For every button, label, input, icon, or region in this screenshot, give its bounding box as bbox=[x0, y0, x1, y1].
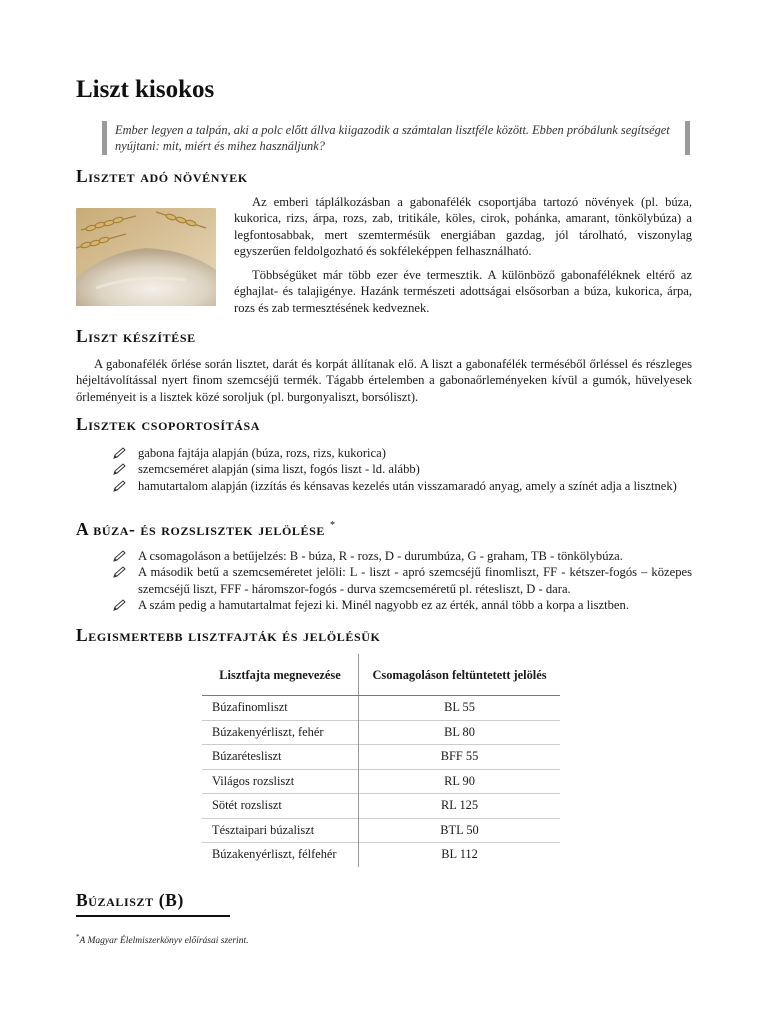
pencil-bullet-icon bbox=[112, 447, 126, 459]
flour-wheat-photo bbox=[76, 208, 216, 306]
footnote: *A Magyar Élelmiszerkönyv előírásai szerint. bbox=[76, 933, 249, 947]
footnote-divider bbox=[76, 915, 230, 917]
flour-code-cell: BTL 50 bbox=[359, 818, 560, 843]
intro-quote: Ember legyen a talpán, aki a polc előtt állva kiigazodik a számtalan lisztféle között. Ebben próbálunk segítséget nyújtani: mit, miért és mihez használjunk? bbox=[102, 121, 690, 155]
table-row bbox=[202, 696, 560, 721]
pencil-bullet-icon bbox=[112, 463, 126, 475]
heading-marking: A búza- és rozslisztek jelölése * bbox=[76, 519, 336, 539]
flour-code-cell: BL 55 bbox=[359, 696, 560, 721]
flour-code-cell: BL 112 bbox=[359, 843, 560, 867]
flour-name-cell: Sötét rozsliszt bbox=[202, 794, 359, 819]
column-header-marking: Csomagoláson feltüntetett jelölés bbox=[359, 654, 560, 696]
list-item: gabona fajtája alapján (búza, rozs, rizs, kukorica) bbox=[112, 445, 692, 461]
flour-name-cell: Világos rozsliszt bbox=[202, 769, 359, 794]
making-paragraph: A gabonafélék őrlése során lisztet, darát és korpát állítanak elő. A liszt a gabonafélék terméséből őrléssel és részleges héjeltávolítással nyert finom szemcséjű termék. Tágabb értelemben a gabonaőrleményeken kívül a gumók, hüvelyesek őrleményeit is a lisztek közé soroljuk (pl. burgonyaliszt, borsóliszt). bbox=[76, 357, 692, 404]
list-item: A szám pedig a hamutartalmat fejezi ki. Minél nagyobb ez az érték, annál több a korpa a lisztben. bbox=[112, 597, 692, 613]
grouping-list bbox=[112, 445, 692, 494]
pencil-bullet-icon bbox=[112, 480, 126, 492]
table-row bbox=[202, 794, 560, 819]
page-title: Liszt kisokos bbox=[76, 76, 215, 103]
flour-code-cell: RL 90 bbox=[359, 769, 560, 794]
table-row bbox=[202, 720, 560, 745]
flour-name-cell: Búzarétesliszt bbox=[202, 745, 359, 770]
heading-making: Liszt készítése bbox=[76, 326, 196, 346]
pencil-bullet-icon bbox=[112, 550, 126, 562]
footnote-marker: * bbox=[330, 520, 336, 532]
flour-name-cell: Búzafinomliszt bbox=[202, 696, 359, 721]
marking-list bbox=[112, 548, 692, 614]
flour-code-cell: BL 80 bbox=[359, 720, 560, 745]
table-row bbox=[202, 818, 560, 843]
list-item: A csomagoláson a betűjelzés: B - búza, R - rozs, D - durumbúza, G - graham, TB - tönkölybúza. bbox=[112, 548, 692, 564]
list-item: A második betű a szemcseméretet jelöli: L - liszt - apró szemcséjű finomliszt, FF - kétszer-fogós – közepes szemcséjű liszt, FFF - háromszor-fogós - durva szemcseméretű pl. rétesliszt, D - dara. bbox=[112, 564, 692, 597]
heading-wheat-flour: Búzaliszt (B) bbox=[76, 890, 184, 910]
heading-grouping: Lisztek csoportosítása bbox=[76, 414, 260, 434]
flour-code-cell: RL 125 bbox=[359, 794, 560, 819]
table-row bbox=[202, 769, 560, 794]
list-item: hamutartalom alapján (izzítás és kénsavas kezelés után visszamaradó anyag, amely a színét adja a lisztnek) bbox=[112, 478, 692, 494]
pencil-bullet-icon bbox=[112, 599, 126, 611]
heading-flour-types: Legismertebb lisztfajták és jelölésük bbox=[76, 625, 381, 645]
flour-name-cell: Tésztaipari búzaliszt bbox=[202, 818, 359, 843]
flour-code-cell: BFF 55 bbox=[359, 745, 560, 770]
plants-paragraph-2: Többségüket már több ezer éve termesztik. A különböző gabonaféléknek eltérő az éghajlat- és talajigénye. Hazánk természeti adottságai elsősorban a búza, kukorica, árpa, rozs és zab termesztésének kedveznek. bbox=[234, 268, 692, 315]
table-row bbox=[202, 745, 560, 770]
column-header-name: Lisztfajta megnevezése bbox=[202, 654, 359, 696]
list-item: szemcseméret alapján (sima liszt, fogós liszt - ld. alább) bbox=[112, 461, 692, 477]
heading-plants: Lisztet adó növények bbox=[76, 166, 248, 186]
flour-types-table bbox=[202, 654, 560, 867]
table-row bbox=[202, 843, 560, 867]
pencil-bullet-icon bbox=[112, 566, 126, 578]
flour-name-cell: Búzakenyérliszt, fehér bbox=[202, 720, 359, 745]
flour-name-cell: Búzakenyérliszt, félfehér bbox=[202, 843, 359, 867]
plants-paragraph-1: Az emberi táplálkozásban a gabonafélék csoportjába tartozó növények (pl. búza, kukorica, rizs, árpa, rozs, zab, tritikále, köles, cirok, pohánka, amarant, tönkölybúza) a legfontosabbak, mert szemtermésük energiában gazdag, jól tárolható, viszonylag egyszerűen feldolgozható és sokféleképpen felhasználható. bbox=[234, 195, 692, 259]
